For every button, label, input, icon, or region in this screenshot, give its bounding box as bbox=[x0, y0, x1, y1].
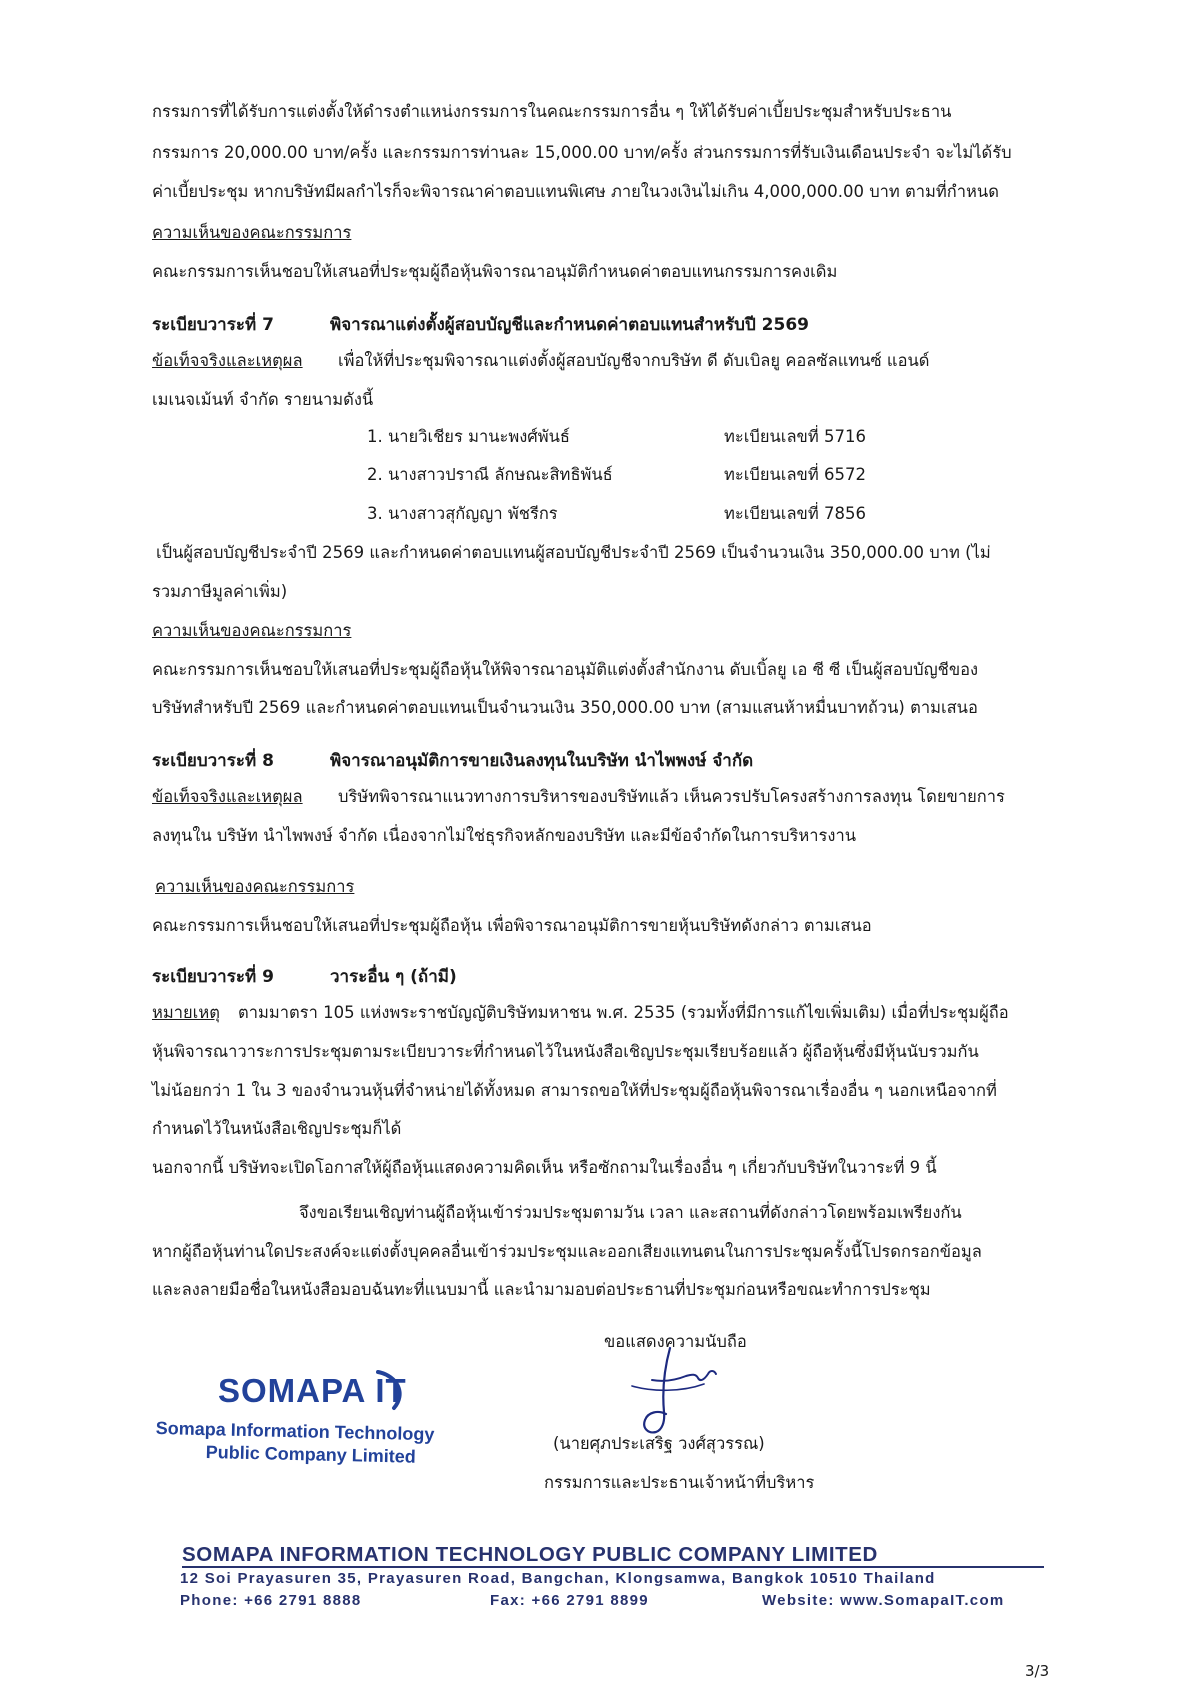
body-line: นอกจากนี้ บริษัทจะเปิดโอกาสให้ผู้ถือหุ้นแสดงความคิดเห็น หรือซักถามในเรื่องอื่น ๆ เกี่ยวกับบริษัทในวาระที่ 9 นี้ bbox=[152, 1158, 937, 1177]
auditor-reg: ทะเบียนเลขที่ 5716 bbox=[724, 427, 866, 446]
signature-greeting: ขอแสดงความนับถือ bbox=[604, 1332, 747, 1351]
footer-divider bbox=[182, 1566, 1044, 1568]
logo-wordmark: SOMAPA IT bbox=[218, 1372, 407, 1409]
opinion-text: บริษัทสำหรับปี 2569 และกำหนดค่าตอบแทนเป็นจำนวนเงิน 350,000.00 บาท (สามแสนห้าหมื่นบาทถ้วน) ตามเสนอ bbox=[152, 698, 978, 717]
footer-website: Website: www.SomapaIT.com bbox=[762, 1592, 1005, 1609]
body-line: เมเนจเม้นท์ จำกัด รายนามดังนี้ bbox=[152, 390, 374, 409]
agenda-8-title: พิจารณาอนุมัติการขายเงินลงทุนในบริษัท นำไพพงษ์ จำกัด bbox=[330, 751, 754, 771]
opinion-heading: ความเห็นของคณะกรรมการ bbox=[155, 877, 355, 896]
agenda-9-label: ระเบียบวาระที่ 9 bbox=[152, 967, 274, 987]
auditor-name: 3. นางสาวสุกัญญา พัชรีกร bbox=[367, 504, 558, 523]
body-line: บริษัทพิจารณาแนวทางการบริหารของบริษัทแล้ว เห็นควรปรับโครงสร้างการลงทุน โดยขายการ bbox=[338, 787, 1005, 806]
agenda-8-label: ระเบียบวาระที่ 8 bbox=[152, 751, 274, 771]
agenda-7-title: พิจารณาแต่งตั้งผู้สอบบัญชีและกำหนดค่าตอบแทนสำหรับปี 2569 bbox=[330, 315, 809, 335]
auditor-name: 1. นายวิเชียร มานะพงศ์พันธ์ bbox=[367, 427, 570, 446]
opinion-text: คณะกรรมการเห็นชอบให้เสนอที่ประชุมผู้ถือหุ้นพิจารณาอนุมัติกำหนดค่าตอบแทนกรรมการคงเดิม bbox=[152, 262, 838, 281]
facts-heading: ข้อเท็จจริงและเหตุผล bbox=[152, 351, 303, 370]
logo-subtitle: Public Company Limited bbox=[205, 1442, 416, 1467]
auditor-name: 2. นางสาวปราณี ลักษณะสิทธิพันธ์ bbox=[367, 465, 613, 484]
logo-subtitle: Somapa Information Technology bbox=[155, 1418, 435, 1445]
body-line: เพื่อให้ที่ประชุมพิจารณาแต่งตั้งผู้สอบบัญชีจากบริษัท ดี ดับเบิลยู คอลซัลแทนซ์ แอนด์ bbox=[338, 351, 930, 370]
logo-swoosh-icon bbox=[372, 1368, 406, 1414]
closing-line: จึงขอเรียนเชิญท่านผู้ถือหุ้นเข้าร่วมประชุมตามวัน เวลา และสถานที่ดังกล่าวโดยพร้อมเพรียงกัน bbox=[299, 1203, 962, 1222]
footer-company-name: SOMAPA INFORMATION TECHNOLOGY PUBLIC COMPANY LIMITED bbox=[182, 1543, 878, 1566]
auditor-reg: ทะเบียนเลขที่ 6572 bbox=[724, 465, 866, 484]
opinion-text: คณะกรรมการเห็นชอบให้เสนอที่ประชุมผู้ถือหุ้น เพื่อพิจารณาอนุมัติการขายหุ้นบริษัทดังกล่าว ตามเสนอ bbox=[152, 916, 872, 935]
closing-line: และลงลายมือชื่อในหนังสือมอบฉันทะที่แนบมานี้ และนำมามอบต่อประธานที่ประชุมก่อนหรือขณะทำการประชุม bbox=[152, 1280, 931, 1299]
body-line: ตามมาตรา 105 แห่งพระราชบัญญัติบริษัทมหาชน พ.ศ. 2535 (รวมทั้งที่มีการแก้ไขเพิ่มเติม) เมื่อที่ประชุมผู้ถือ bbox=[238, 1003, 1009, 1022]
opinion-heading: ความเห็นของคณะกรรมการ bbox=[152, 223, 352, 242]
company-logo bbox=[146, 1372, 506, 1482]
closing-line: หากผู้ถือหุ้นท่านใดประสงค์จะแต่งตั้งบุคคลอื่นเข้าร่วมประชุมและออกเสียงแทนตนในการประชุมครั้งนี้โปรดกรอกข้อมูล bbox=[152, 1242, 982, 1261]
auditor-reg: ทะเบียนเลขที่ 7856 bbox=[724, 504, 866, 523]
opinion-heading: ความเห็นของคณะกรรมการ bbox=[152, 621, 352, 640]
footer-phone: Phone: +66 2791 8888 bbox=[180, 1592, 362, 1609]
footer-address: 12 Soi Prayasuren 35, Prayasuren Road, Bangchan, Klongsamwa, Bangkok 10510 Thailand bbox=[180, 1570, 936, 1587]
facts-heading: ข้อเท็จจริงและเหตุผล bbox=[152, 787, 303, 806]
body-line: กรรมการที่ได้รับการแต่งตั้งให้ดำรงตำแหน่งกรรมการในคณะกรรมการอื่น ๆ ให้ได้รับค่าเบี้ยประชุมสำหรับประธาน bbox=[152, 102, 952, 121]
page-number: 3/3 bbox=[1025, 1662, 1050, 1680]
signatory-position: กรรมการและประธานเจ้าหน้าที่บริหาร bbox=[544, 1473, 815, 1492]
body-line: ค่าเบี้ยประชุม หากบริษัทมีผลกำไรก็จะพิจารณาค่าตอบแทนพิเศษ ภายในวงเงินไม่เกิน 4,000,000.00 บาท ตามที่กำหนด bbox=[152, 182, 999, 201]
signatory-name: (นายศุภประเสริฐ วงศ์สุวรรณ) bbox=[553, 1434, 765, 1453]
body-line: กรรมการ 20,000.00 บาท/ครั้ง และกรรมการท่านละ 15,000.00 บาท/ครั้ง ส่วนกรรมการที่รับเงินเดือนประจำ จะไม่ได้รับ bbox=[152, 143, 1012, 162]
body-line: ไม่น้อยกว่า 1 ใน 3 ของจำนวนหุ้นที่จำหน่ายได้ทั้งหมด สามารถขอให้ที่ประชุมผู้ถือหุ้นพิจารณาเรื่องอื่น ๆ นอกเหนือจากที่ bbox=[152, 1081, 997, 1100]
agenda-7-label: ระเบียบวาระที่ 7 bbox=[152, 315, 274, 335]
body-line: ลงทุนใน บริษัท นำไพพงษ์ จำกัด เนื่องจากไม่ใช่ธุรกิจหลักของบริษัท และมีข้อจำกัดในการบริหารงาน bbox=[152, 826, 856, 845]
footer-fax: Fax: +66 2791 8899 bbox=[490, 1592, 649, 1609]
agenda-9-title: วาระอื่น ๆ (ถ้ามี) bbox=[330, 967, 457, 987]
body-line: เป็นผู้สอบบัญชีประจำปี 2569 และกำหนดค่าตอบแทนผู้สอบบัญชีประจำปี 2569 เป็นจำนวนเงิน 350,000.00 บาท (ไม่ bbox=[156, 543, 991, 562]
opinion-text: คณะกรรมการเห็นชอบให้เสนอที่ประชุมผู้ถือหุ้นให้พิจารณาอนุมัติแต่งตั้งสำนักงาน ดับเบิ้ลยู เอ ซี ซี เป็นผู้สอบบัญชีของ bbox=[152, 660, 979, 679]
body-line: กำหนดไว้ในหนังสือเชิญประชุมก็ได้ bbox=[152, 1119, 402, 1138]
body-line: รวมภาษีมูลค่าเพิ่ม) bbox=[152, 582, 288, 601]
note-heading: หมายเหตุ bbox=[152, 1003, 220, 1022]
body-line: หุ้นพิจารณาวาระการประชุมตามระเบียบวาระที่กำหนดไว้ในหนังสือเชิญประชุมเรียบร้อยแล้ว ผู้ถือหุ้นซึ่งมีหุ้นนับรวมกัน bbox=[152, 1042, 979, 1061]
